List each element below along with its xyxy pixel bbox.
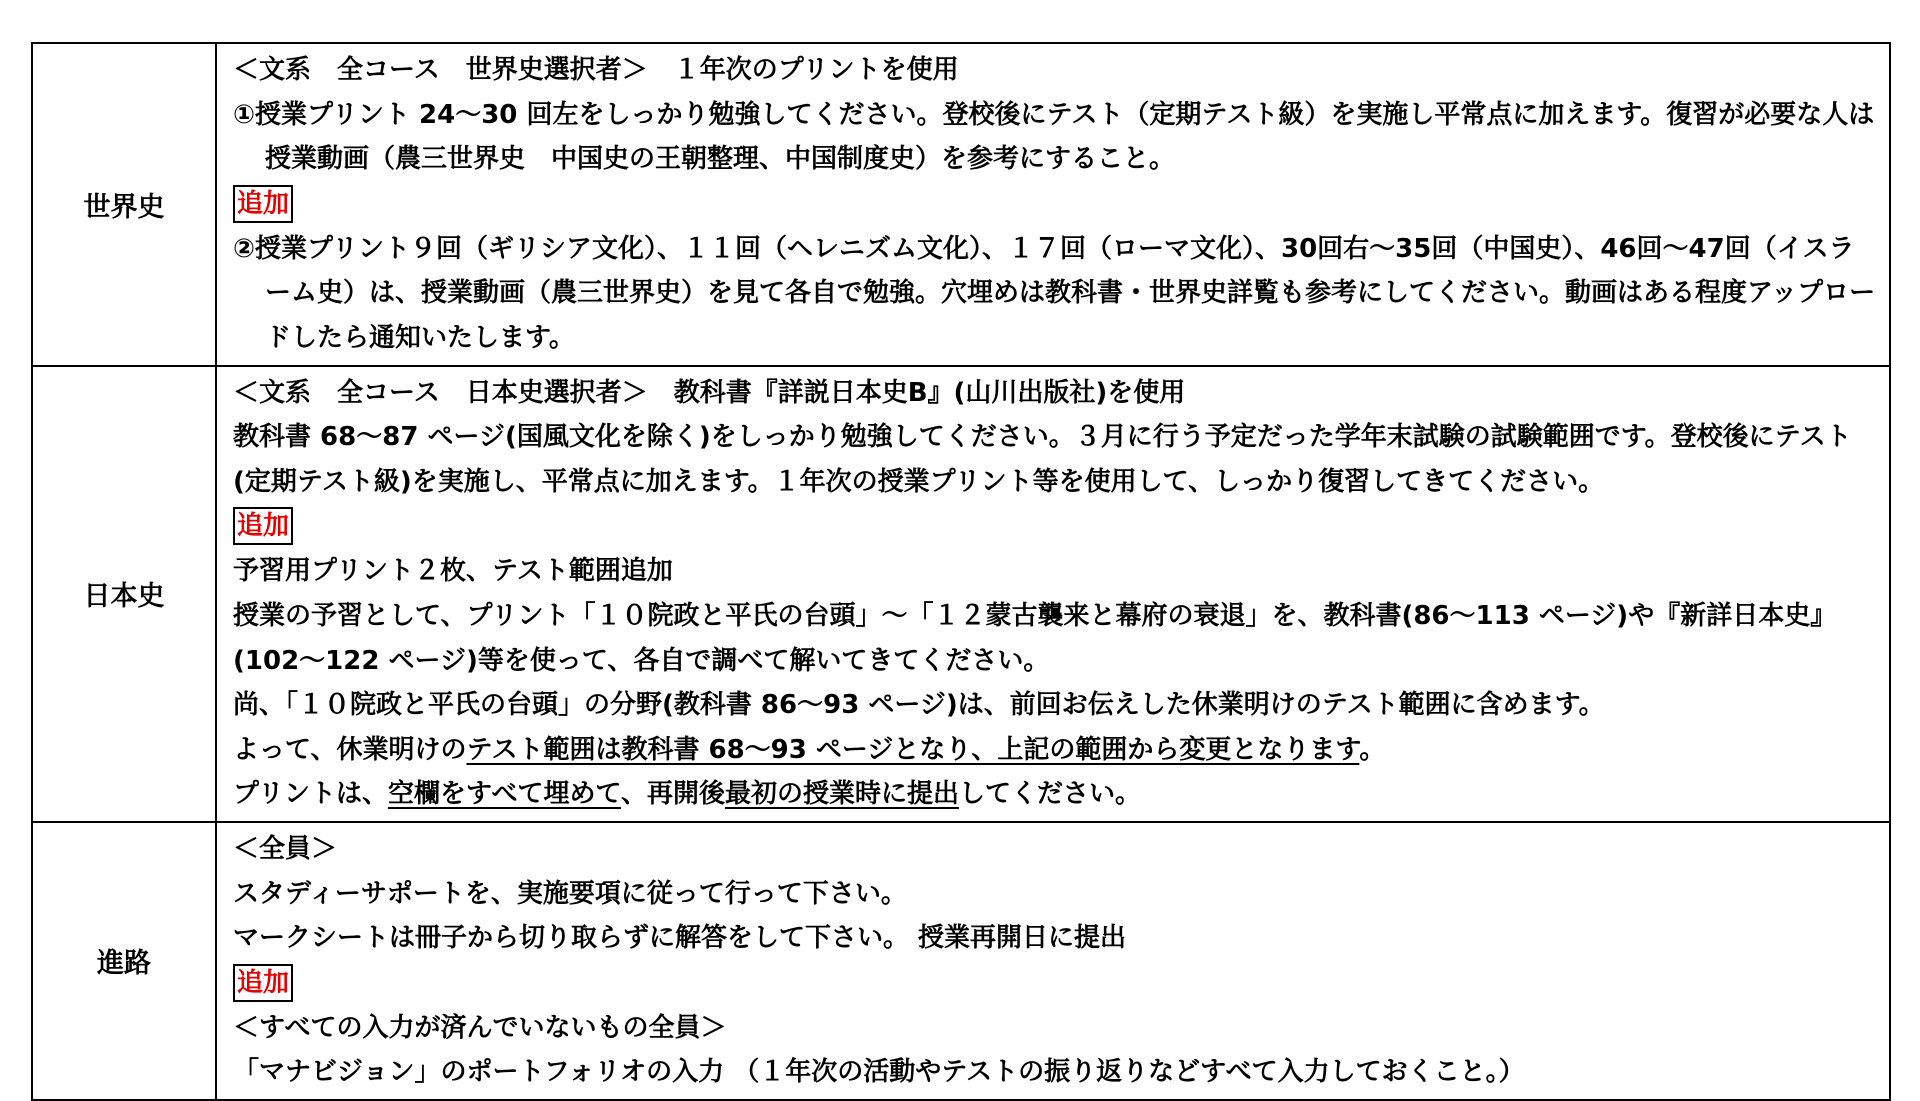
- print-part-e: してください。: [958, 779, 1141, 810]
- career-line-4: 「マナビジョン」のポートフォリオの入力 （１年次の活動やテストの振り返りなどすべて入力しておくこと。）: [233, 1057, 1525, 1088]
- career-header: ＜全員＞: [233, 833, 338, 864]
- japanese-history-print-line: [233, 772, 1879, 817]
- japanese-history-para-2: 授業の予習として、プリント「１０院政と平氏の台頭」～「１２蒙古襲来と幕府の衰退」を、教科書(86～113 ページ)や『新詳日本史』(102～122 ページ)等を使って、各自で調べて解いてきてください。: [233, 600, 1837, 676]
- content-world-history: [216, 43, 1890, 366]
- content-japanese-history: [216, 366, 1890, 822]
- career-line-1: スタディーサポートを、実施要項に従って行って下さい。: [233, 878, 907, 909]
- subject-japanese-history: 日本史: [32, 366, 216, 822]
- japanese-history-addition-badge: 追加: [233, 507, 293, 545]
- range-underlined: テスト範囲は教科書 68～93 ページとなり、上記の範囲から変更となります: [466, 734, 1360, 765]
- career-addition-badge: 追加: [233, 964, 293, 1002]
- career-line-3: ＜すべての入力が済んでいないもの全員＞: [233, 1012, 727, 1043]
- world-history-item-1: ①授業プリント 24～30 回左をしっかり勉強してください。登校後にテスト（定期テスト級）を実施し平常点に加えます。復習が必要な人は授業動画（農三世界史 中国史の王朝整理、中国制度史）を参考にすること。: [233, 99, 1875, 175]
- career-line-2: マークシートは冊子から切り取らずに解答をして下さい。 授業再開日に提出: [233, 923, 1127, 954]
- row-japanese-history: [32, 366, 1890, 822]
- range-suffix: 。: [1359, 734, 1386, 765]
- content-career: [216, 822, 1890, 1100]
- subject-world-history: 世界史: [32, 43, 216, 366]
- row-world-history: [32, 43, 1890, 366]
- japanese-history-header: ＜文系 全コース 日本史選択者＞ 教科書『詳説日本史B』(山川出版社)を使用: [233, 377, 1186, 408]
- range-prefix: よって、休業明けの: [233, 734, 467, 765]
- japanese-history-range-line: [233, 728, 1879, 773]
- print-part-c: 、再開後: [620, 779, 725, 810]
- world-history-addition-badge: 追加: [233, 185, 293, 223]
- print-part-b-underlined: 空欄をすべて埋めて: [387, 779, 621, 810]
- japanese-history-para-1: 教科書 68～87 ページ(国風文化を除く)をしっかり勉強してください。３月に行う予定だった学年末試験の試験範囲です。登校後にテスト(定期テスト級)を実施し、平常点に加えます。１年次の授業プリント等を使用して、しっかり復習してきてください。: [233, 422, 1852, 497]
- print-part-d-underlined: 最初の授業時に提出: [724, 779, 959, 810]
- world-history-header: ＜文系 全コース 世界史選択者＞ １年次のプリントを使用: [233, 55, 959, 85]
- subject-career: 進路: [32, 822, 216, 1100]
- japanese-history-prep-line: 予習用プリント２枚、テスト範囲追加: [233, 556, 673, 587]
- world-history-item-2: ②授業プリント９回（ギリシア文化）、１１回（ヘレニズム文化）、１７回（ローマ文化）、30回右～35回（中国史）、46回～47回（イスラーム史）は、授業動画（農三世界史）を見て各自で勉強。穴埋めは教科書・世界史詳覧も参考にしてください。動画はある程度アップロードしたら通知いたします。: [233, 233, 1876, 353]
- row-career: [32, 822, 1890, 1100]
- japanese-history-note-line: 尚、「１０院政と平氏の台頭」の分野(教科書 86～93 ページ)は、前回お伝えした休業明けのテスト範囲に含めます。: [233, 690, 1605, 721]
- print-part-a: プリントは、: [233, 779, 388, 810]
- assignment-table: [31, 42, 1891, 1101]
